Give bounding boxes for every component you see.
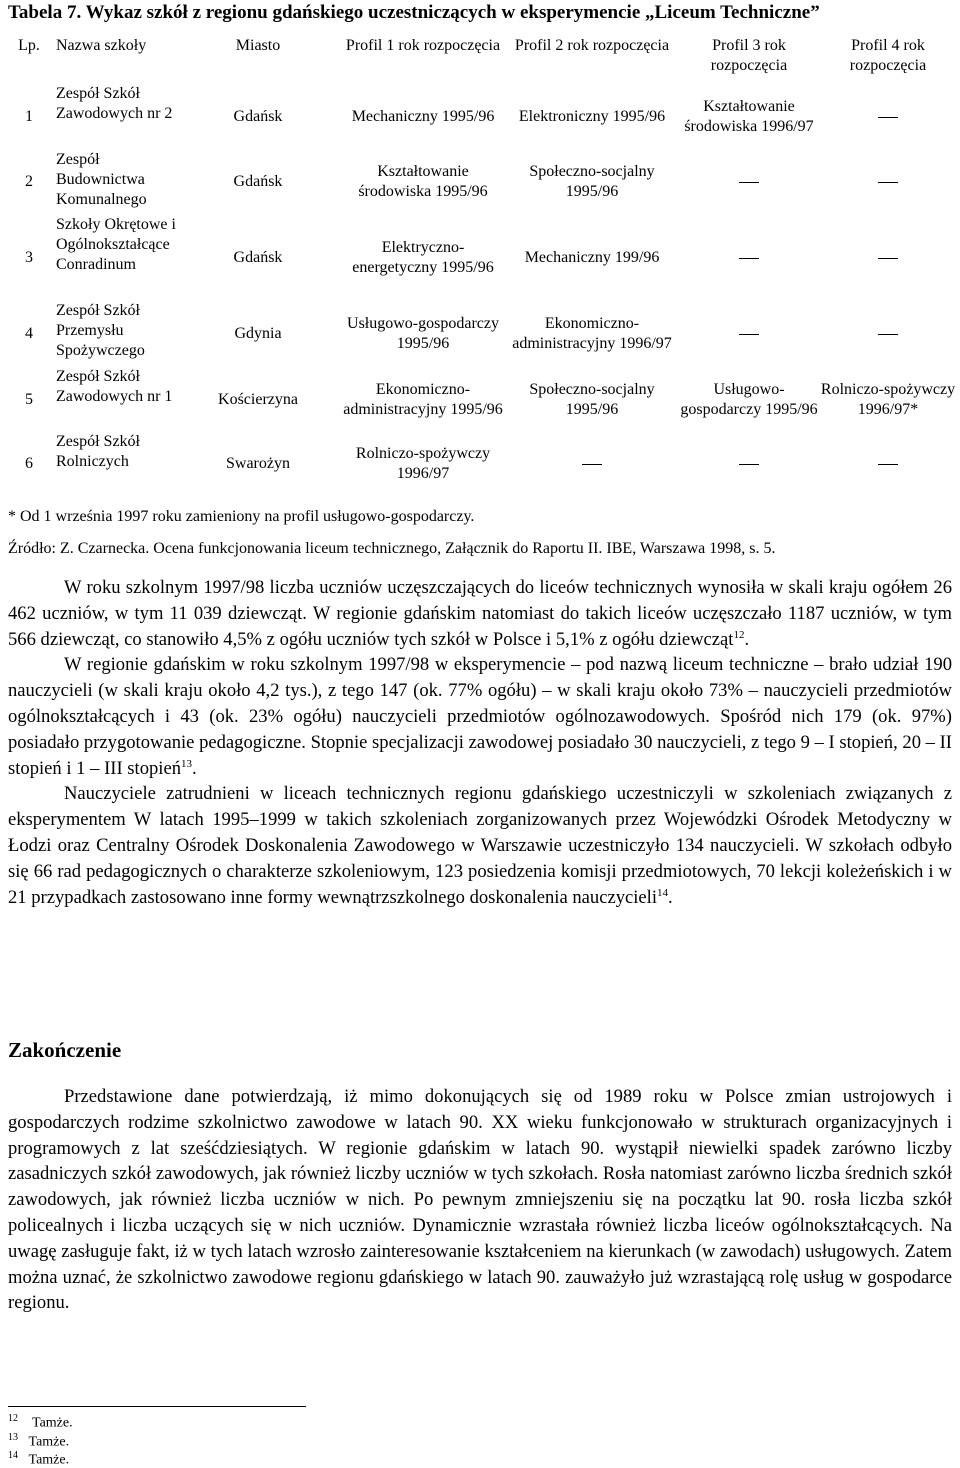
cell-profil-3: Usługowo-gospodarczy 1995/96 (680, 380, 818, 418)
cell-city: Swarożyn (226, 455, 290, 473)
cell-lp: 4 (25, 325, 33, 343)
paragraph-students: W roku szkolnym 1997/98 liczba uczniów uczęszczających do liceów technicznych wynosiła w skali kraju ogółem 26 462 uczniów, w tym 11 039 dziewcząt. W regionie gdańskim natomiast do takich liceów uczęszczało 1187 uczniów, w tym 566 dziewcząt, co stanowiło 4,5% z ogółu uczniów tych szkół w Polsce i 5,1% z ogółu dziewcząt$^{12}$. (8, 577, 952, 650)
cell-name: Zespół Szkół Zawodowych nr 1 (56, 367, 173, 405)
cell-profil-2 (506, 432, 678, 496)
footnote-ref: 14 (657, 886, 669, 899)
empty-dash (739, 464, 759, 465)
cell-profil-1: Ekonomiczno-administracyjny 1995/96 (343, 380, 503, 418)
empty-dash (878, 117, 898, 118)
cell-lp: 1 (25, 107, 33, 125)
cell-name: Zespół Szkół Zawodowych nr 2 (56, 85, 173, 122)
paragraph-teachers: W regionie gdańskim w roku szkolnym 1997/98 w eksperymencie – pod nazwą liceum techniczne – brało udział 190 nauczycieli (w skali kraju około 4,2 tys.), z tego 147 (ok. 77% ogółu) – w skali kraju około 73% – nauczycieli przedmiotów ogólnokształcących i 43 (ok. 23% ogółu) nauczycieli przedmiotów ogólnozawodowych. Spośród nich 179 (ok. 97%) posiadało przygotowanie pedagogiczne. Stopnie specjalizacji zawodowej posiadało 30 nauczycieli, z tego 9 – I stopień, 20 – II stopień i 1 – III stopień$^{13}$. (8, 654, 952, 779)
table-row (6, 84, 956, 150)
cell-profil-2: Społeczno-socjalny 1995/96 (529, 163, 655, 201)
cell-profil-2: Społeczno-socjalny 1995/96 (529, 380, 655, 418)
paragraph-training: Nauczyciele zatrudnieni w liceach technicznych regionu gdańskiego uczestniczyli w szkoleniach związanych z eksperymentem W latach 1995–1999 w takich szkoleniach zorganizowanych przez Wojewódzki Ośrodek Metodyczny w Łodzi oraz Centralny Ośrodek Doskonalenia Zawodowego w Warszawie uczestniczyło 134 nauczycieli. W szkołach odbyło się 66 rad pedagogicznych o charakterze szkoleniowym, 123 posiedzenia komisji przedmiotowych, 70 lekcji koleżeńskich i w 21 przypadkach zastosowano inne formy wewnątrzszkolnego doskonalenia nauczycieli$^{14}$. (8, 783, 952, 908)
cell-profil-3: Kształtowanie środowiska 1996/97 (684, 97, 814, 135)
footnotes (8, 1412, 73, 1468)
cell-profil-4 (820, 432, 956, 496)
cell-profil-3 (678, 432, 820, 496)
table-row (6, 301, 956, 367)
cell-profil-2: Ekonomiczno-administracyjny 1996/97 (512, 315, 672, 353)
cell-profil-1: Kształtowanie środowiska 1995/96 (358, 163, 488, 201)
table-row (6, 150, 956, 216)
cell-city: Gdynia (234, 325, 282, 343)
cell-lp: 6 (25, 455, 33, 473)
header-name: Nazwa szkoły (56, 37, 147, 54)
cell-profil-3 (678, 150, 820, 216)
header-profil-3: Profil 3 rok rozpoczęcia (710, 37, 788, 74)
cell-profil-4 (820, 215, 956, 301)
table-title: Tabela 7. Wykaz szkół z regionu gdańskiego uczestniczących w eksperymencie „Liceum Techniczne” (8, 2, 820, 23)
cell-name: Zespół Szkół Rolniczych (56, 433, 140, 471)
cell-city: Gdańsk (233, 249, 283, 267)
header-profil-4: Profil 4 rok rozpoczęcia (849, 37, 927, 74)
cell-profil-1: Rolniczo-spożywczy 1996/97 (355, 445, 491, 483)
header-lp: Lp. (18, 37, 40, 54)
table-source: Źródło: Z. Czarnecka. Ocena funkcjonowania liceum technicznego, Załącznik do Raportu II. IBE, Warszawa 1998, s. 5. (8, 540, 776, 557)
empty-dash (878, 258, 898, 259)
cell-city: Gdańsk (233, 173, 283, 191)
schools-table (6, 36, 956, 496)
header-city: Miasto (235, 37, 281, 54)
header-profil-1: Profil 1 rok rozpoczęcia (345, 37, 501, 54)
cell-profil-4: Rolniczo-spożywczy 1996/97* (820, 380, 956, 418)
table-footnote: * Od 1 września 1997 roku zamieniony na profil usługowo-gospodarczy. (8, 508, 475, 525)
table-header-row (6, 36, 956, 84)
cell-profil-2: Mechaniczny 199/96 (524, 249, 660, 267)
header-profil-2: Profil 2 rok rozpoczęcia (514, 37, 670, 54)
cell-profil-3 (678, 215, 820, 301)
cell-profil-4 (820, 84, 956, 150)
footnote-divider (8, 1406, 306, 1407)
empty-dash (878, 464, 898, 465)
table-row (6, 215, 956, 301)
empty-dash (582, 464, 602, 465)
body-section (8, 575, 952, 910)
footnote-ref: 13 (181, 757, 192, 770)
cell-profil-1: Usługowo-gospodarczy 1995/96 (347, 315, 499, 353)
cell-city: Kościerzyna (218, 390, 298, 408)
table-row (6, 432, 956, 496)
footnote-ref: 12 (733, 628, 745, 641)
empty-dash (739, 334, 759, 335)
cell-lp: 2 (25, 173, 33, 191)
cell-name: Zespół Szkół Przemysłu Spożywczego (56, 302, 145, 360)
cell-name: Zespół Budownictwa Komunalnego (56, 150, 147, 208)
cell-name: Szkoły Okrętowe i Ogólnokształcące Conradinum (56, 216, 176, 274)
footnote-item: $^{12}$ Tamże. (8, 1413, 73, 1431)
cell-city: Gdańsk (233, 107, 283, 125)
cell-profil-4 (820, 150, 956, 216)
cell-profil-1: Elektryczno-energetyczny 1995/96 (352, 239, 494, 277)
footnote-item: $^{14}$ Tamże. (8, 1450, 70, 1468)
cell-profil-2: Elektroniczny 1995/96 (518, 107, 666, 125)
empty-dash (739, 258, 759, 259)
cell-profil-3 (678, 301, 820, 367)
footnote-item: $^{13}$ Tamże. (8, 1431, 70, 1450)
cell-lp: 3 (25, 249, 33, 267)
conclusion-section (8, 1084, 952, 1316)
paragraph-conclusion: Przedstawione dane potwierdzają, iż mimo dokonujących się od 1989 roku w Polsce zmian ustrojowych i gospodarczych rodzime szkolnictwo zawodowe w latach 90. XX wieku funkcjonowało w strukturach organizacyjnych i programowych z lat sześćdziesiątych. W regionie gdańskim w latach 90. wystąpił niewielki spadek zarówno liczby zasadniczych szkół zawodowych, jak również liczby uczniów w tych szkołach. Rosła natomiast zarówno liczba średnich szkół zawodowych, jak również liczba uczniów w nich. Po pewnym zmniejszeniu się na początku lat 90. rosła liczba szkół policealnych i liczba uczących się w nich uczniów. Dynamicznie wzrastała również liczba liceów ogólnokształcących. Na uwagę zasługuje fakt, iż w tych latach wzrosło zainteresowanie kształceniem na kierunkach (w zawodach) usługowych. Zatem można uznać, że szkolnictwo zawodowe regionu gdańskiego w latach 90. zauważyło już wzrastającą rolę usług w gospodarce regionu. (8, 1086, 952, 1314)
table-row (6, 367, 956, 433)
cell-profil-4 (820, 301, 956, 367)
empty-dash (878, 182, 898, 183)
empty-dash (739, 182, 759, 183)
cell-profil-1: Mechaniczny 1995/96 (351, 107, 495, 125)
section-heading: Zakończenie (8, 1038, 122, 1062)
empty-dash (878, 334, 898, 335)
cell-lp: 5 (25, 390, 33, 408)
